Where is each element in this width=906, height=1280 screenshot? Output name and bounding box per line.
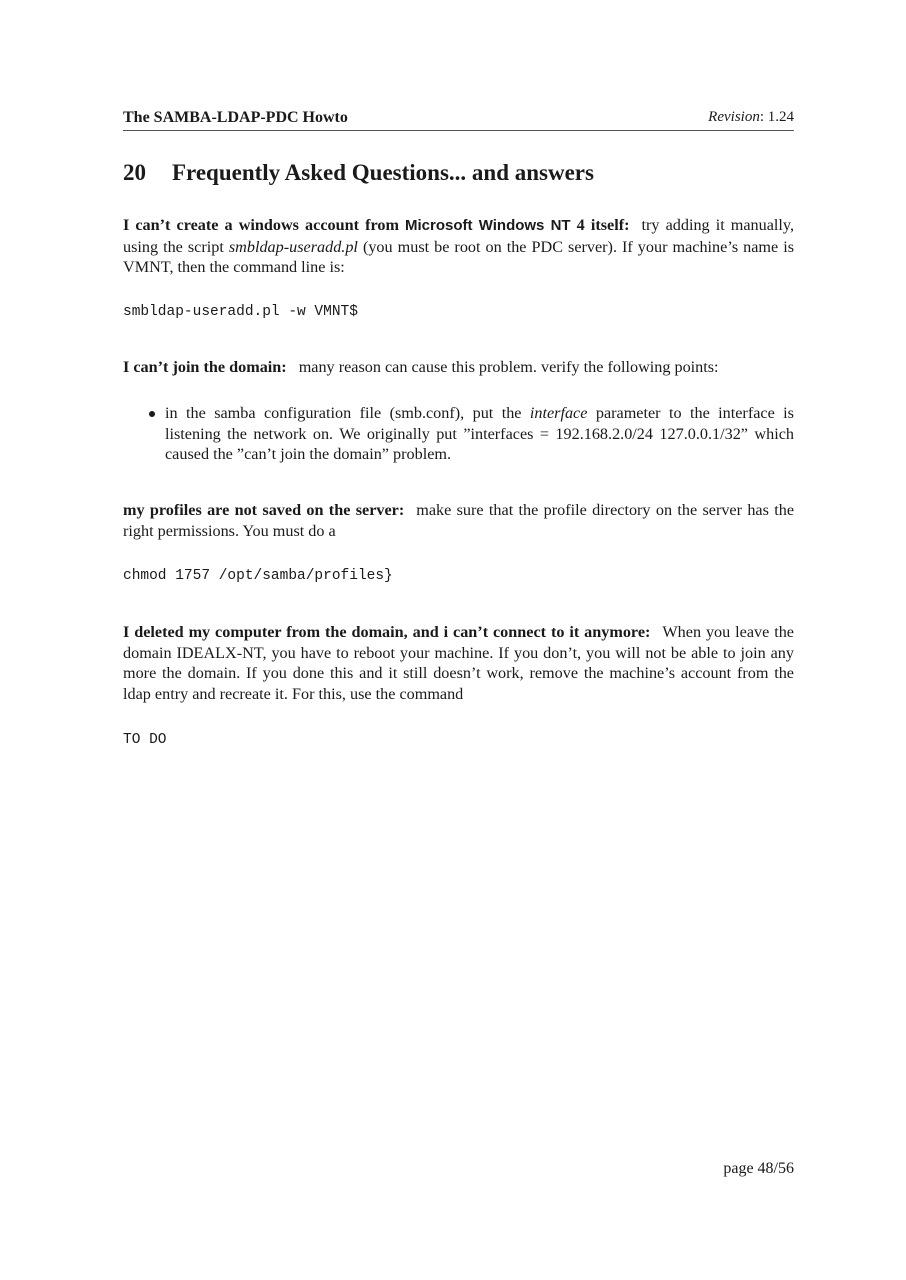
- section-heading: [123, 160, 594, 186]
- revision-value: : 1.24: [759, 109, 794, 125]
- faq-question: I deleted my computer from the domain, and i can’t connect to it anymore:: [123, 623, 651, 641]
- script-name: smbldap-useradd.pl: [228, 237, 358, 256]
- bullet-icon: [149, 411, 155, 417]
- faq-answer: When you leave the domain IDEALX-NT, you have to reboot your machine. If you don’t, you will not be able to join any more the domain. If you done this and it still doesn’t work, remove the machine’s account from the ldap entry and recreate it. For this, use the command: [123, 623, 794, 703]
- faq-item-join-domain: [123, 357, 794, 378]
- page-number: page 48/56: [723, 1160, 794, 1177]
- faq-question: I can’t join the domain:: [123, 358, 287, 376]
- faq-item-deleted-computer: [123, 622, 794, 704]
- code-block: smbldap-useradd.pl -w VMNT$: [123, 304, 358, 320]
- faq-item-profiles: [123, 500, 794, 541]
- code-block: TO DO: [123, 732, 167, 748]
- faq-item-create-account: [123, 215, 794, 278]
- section-title-text: Frequently Asked Questions... and answers: [172, 160, 594, 185]
- bullet-list: [123, 403, 794, 465]
- running-header: [123, 108, 794, 131]
- faq-answer: make sure that the profile directory on the server has the right permissions. You must do a: [123, 501, 795, 540]
- list-item: in the samba configuration file (smb.conf), put the interface parameter to the interface is listening the network on. We originally put ”interfaces = 192.168.2.0/24 127.0.0.1/32” which caused the ”can’t join the domain” problem.: [123, 403, 794, 465]
- code-block: chmod 1757 /opt/samba/profiles}: [123, 568, 393, 584]
- revision-label: Revision: [708, 109, 760, 125]
- faq-answer: many reason can cause this problem. verify the following points:: [298, 358, 719, 376]
- faq-answer: try adding it manually, using the script smbldap-useradd.pl (you must be root on the PDC server). If your machine’s name is VMNT, then the command line is:: [123, 216, 795, 276]
- faq-question: my profiles are not saved on the server:: [123, 501, 405, 519]
- document-title: The SAMBA-LDAP-PDC Howto: [123, 109, 348, 126]
- faq-question: I can’t create a windows account from Microsoft Windows NT 4 itself:: [123, 216, 630, 234]
- section-number: 20: [123, 160, 146, 185]
- parameter-name: interface: [529, 404, 588, 422]
- revision-info: [708, 109, 794, 126]
